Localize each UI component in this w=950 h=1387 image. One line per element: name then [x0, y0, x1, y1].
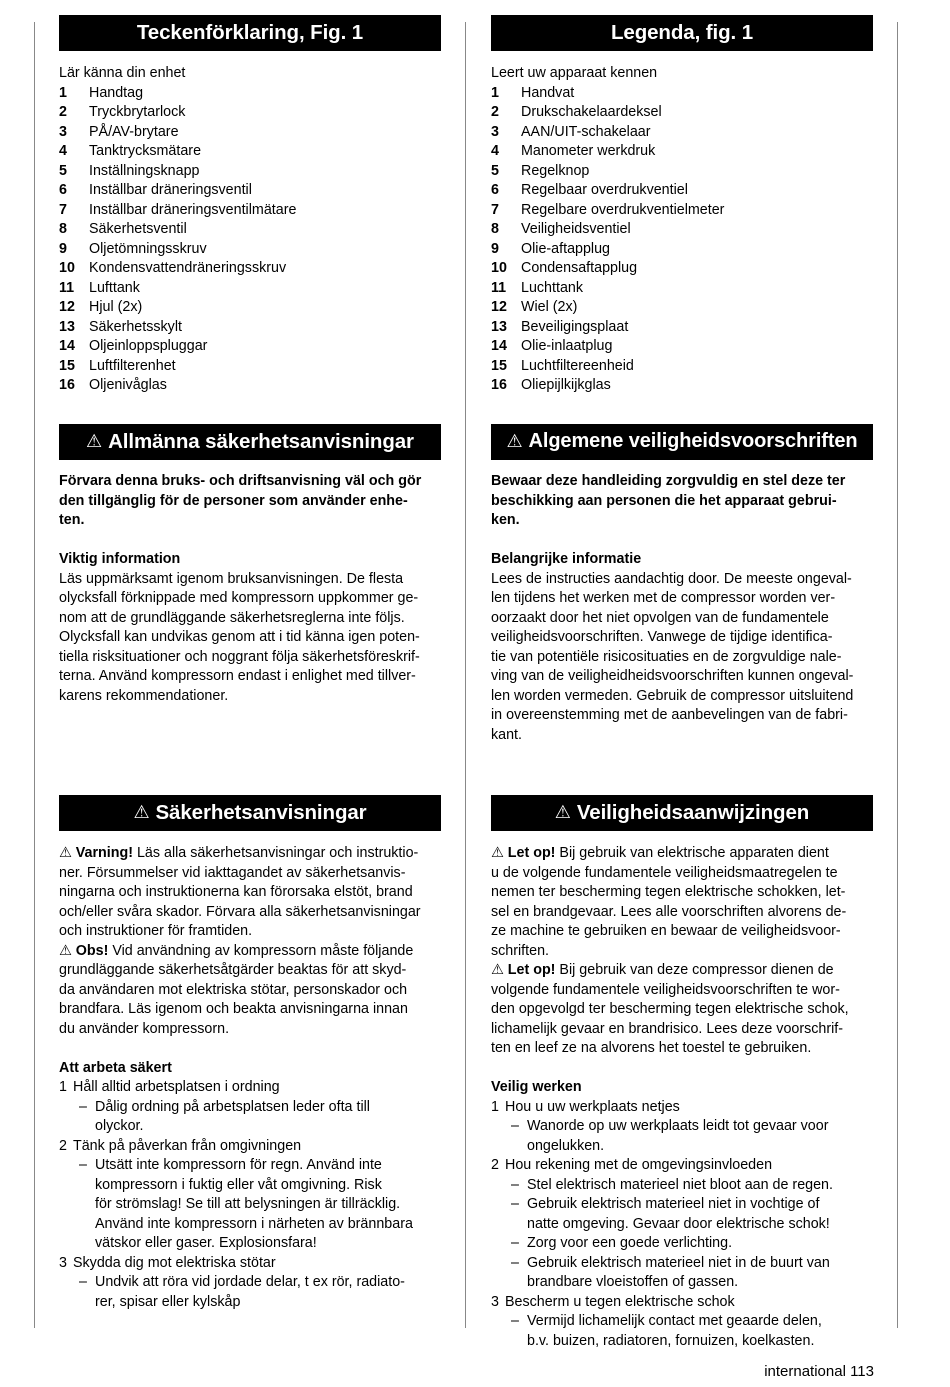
- legend-item: [491, 298, 873, 318]
- right-general-heading: Belangrijke informatie: [491, 551, 642, 567]
- legend-item-number: 2: [59, 104, 67, 120]
- list-item-number: 1: [491, 1098, 499, 1115]
- legend-item-number: 3: [491, 123, 499, 140]
- left-safety-list: [59, 1078, 441, 1312]
- list-item-number: 1: [59, 1079, 67, 1095]
- right-general-lead: [491, 472, 873, 531]
- legend-item-label: Oljetömningsskruv: [89, 240, 207, 257]
- legend-item: [59, 337, 441, 357]
- text-line: och/eller svåra skador. Förvara alla säkerhetsanvisningar: [59, 903, 421, 920]
- legend-item: [491, 103, 873, 123]
- text-line: Utsätt inte kompressorn för regn. Använd inte: [95, 1157, 382, 1173]
- warning-icon: ⚠: [491, 962, 508, 978]
- legend-item: [59, 181, 441, 201]
- dash-icon: –: [79, 1157, 87, 1173]
- text-line: len worden vermeden. Gebruik de compressor uitsluitend: [491, 687, 854, 704]
- right-general-section: [491, 424, 873, 745]
- legend-item: [59, 259, 441, 279]
- legend-item: [491, 318, 873, 338]
- text-line: [59, 942, 441, 962]
- right-safety-heading: Veilig werken: [491, 1079, 582, 1095]
- text-line: u de volgende fundamentele veiligheidsmaatregelen te: [491, 864, 838, 881]
- legend-item: [59, 162, 441, 182]
- legend-item-number: 12: [59, 299, 75, 315]
- center-rule: [465, 22, 466, 1328]
- warning-icon: ⚠: [133, 802, 150, 823]
- right-warning-paragraph-2: [491, 961, 873, 1059]
- lead-line: Bewaar deze handleiding zorgvuldig en stel deze ter: [491, 473, 846, 489]
- left-legend-title: Teckenförklaring, Fig. 1: [59, 15, 441, 51]
- legend-item-label: Säkerhetsventil: [89, 221, 187, 237]
- legend-item-number: 1: [59, 84, 67, 101]
- legend-item-number: 5: [59, 162, 67, 179]
- warning-label: Varning!: [75, 845, 133, 861]
- legend-item-label: Inställningsknapp: [89, 162, 200, 179]
- text-line: Använd inte kompressorn i närheten av brännbara: [95, 1215, 413, 1232]
- legend-item: [59, 298, 441, 318]
- text-line: Dålig ordning på arbetsplatsen leder ofta till: [95, 1098, 370, 1115]
- list-item: [491, 1098, 873, 1118]
- text-line: och instruktioner för framtiden.: [59, 923, 253, 939]
- text-line: Stel elektrisch materieel niet bloot aan de regen.: [527, 1176, 833, 1193]
- legend-item: [491, 357, 873, 377]
- legend-item-label: Oljenivåglas: [89, 377, 167, 393]
- legend-item: [59, 103, 441, 123]
- text-line: kompressorn i fuktig eller våt omgivning. Risk: [95, 1176, 382, 1193]
- text-line: ner. Försummelser vid iakttagandet av säkerhetsanvis-: [59, 864, 406, 881]
- legend-item-number: 3: [59, 123, 67, 140]
- list-subitem-text: [527, 1117, 873, 1156]
- warning-text: Vid användning av kompressorn måste följande: [108, 942, 414, 959]
- list-subitem-text: [527, 1176, 873, 1196]
- legend-item-number: 10: [59, 260, 75, 276]
- left-general-heading: Viktig information: [59, 551, 181, 567]
- text-line: schriften.: [491, 942, 550, 959]
- lead-line: den tillgänglig för de personer som använder enhe-: [59, 492, 408, 509]
- legend-item: [491, 279, 873, 299]
- right-safety-section: [491, 795, 873, 1351]
- text-line: karens rekommendationer.: [59, 687, 229, 704]
- legend-item-label: Oljeinloppspluggar: [89, 338, 208, 354]
- legend-item-number: 7: [59, 201, 67, 218]
- list-subitem: [491, 1234, 873, 1254]
- text-line: Undvik att röra vid jordade delar, t ex rör, radiato-: [95, 1274, 405, 1290]
- legend-item-number: 16: [59, 377, 75, 393]
- legend-item: [59, 318, 441, 338]
- text-line: da användaren mot elektriska stötar, personskador och: [59, 981, 408, 998]
- legend-item-number: 4: [491, 143, 499, 159]
- legend-item-label: Regelbare overdrukventielmeter: [521, 201, 725, 218]
- legend-item: [491, 240, 873, 260]
- text-line: du använder kompressorn.: [59, 1020, 230, 1037]
- legend-item: [491, 201, 873, 221]
- legend-item-number: 12: [491, 299, 507, 315]
- list-item-label: Hou rekening met de omgevingsinvloeden: [505, 1157, 773, 1173]
- legend-item-number: 1: [491, 84, 499, 101]
- text-line: tie van potentiële risicosituaties en de zorgvuldige nale-: [491, 648, 842, 665]
- text-line: Zorg voor een goede verlichting.: [527, 1235, 733, 1251]
- legend-item-label: Handtag: [89, 84, 144, 101]
- legend-item-number: 9: [59, 240, 67, 257]
- warning-text: Läs alla säkerhetsanvisningar och instruktio-: [133, 845, 419, 861]
- list-item: [491, 1293, 873, 1313]
- legend-item: [59, 84, 441, 104]
- warning-icon: ⚠: [491, 845, 508, 861]
- left-general-title: ⚠ Allmänna säkerhetsanvisningar: [59, 424, 441, 460]
- legend-item: [491, 259, 873, 279]
- legend-item-label: Olie-aftapplug: [521, 240, 611, 257]
- text-line: rer, spisar eller kylskåp: [95, 1293, 241, 1310]
- legend-item-number: 14: [491, 338, 507, 354]
- legend-item: [59, 220, 441, 240]
- lead-line: Förvara denna bruks- och driftsanvisning väl och gör: [59, 473, 422, 489]
- left-warning-paragraph-2: [59, 942, 441, 1040]
- left-legend-section: [59, 15, 441, 396]
- legend-item-label: Handvat: [521, 84, 575, 101]
- left-safety-section: [59, 795, 441, 1312]
- list-item-number: 3: [59, 1254, 67, 1271]
- legend-item-label: Luchttank: [521, 279, 583, 296]
- list-subitem-text: [527, 1234, 873, 1254]
- text-line: volgende fundamentele veiligheidsvoorschriften te wor-: [491, 981, 840, 998]
- text-line: tiella risksituationer och noggrant följa säkerhetsföreskrif-: [59, 648, 420, 665]
- legend-item-label: Wiel (2x): [521, 299, 578, 315]
- warning-text: Bij gebruik van deze compressor dienen de: [555, 962, 834, 978]
- legend-item-number: 10: [491, 260, 507, 276]
- legend-item-number: 14: [59, 338, 75, 354]
- legend-item: [59, 142, 441, 162]
- legend-item-number: 13: [59, 318, 75, 335]
- legend-item-label: AAN/UIT-schakelaar: [521, 123, 651, 140]
- legend-item-label: Tryckbrytarlock: [89, 104, 186, 120]
- text-line: Läs uppmärksamt igenom bruksanvisningen. De flesta: [59, 570, 404, 587]
- legend-item-label: Lufttank: [89, 279, 140, 296]
- list-item: [59, 1254, 441, 1274]
- lead-line: ken.: [491, 512, 520, 528]
- right-margin-rule: [897, 22, 898, 1328]
- legend-item-label: Säkerhetsskylt: [89, 318, 182, 335]
- legend-item: [491, 123, 873, 143]
- warning-icon: ⚠: [59, 845, 76, 861]
- text-line: Wanorde op uw werkplaats leidt tot gevaar voor: [527, 1118, 829, 1134]
- dash-icon: –: [511, 1313, 519, 1329]
- legend-item-label: Tanktrycksmätare: [89, 143, 202, 159]
- legend-item-label: Inställbar dräneringsventil: [89, 182, 252, 198]
- legend-item-number: 15: [59, 357, 75, 374]
- list-subitem: [491, 1117, 873, 1156]
- text-line: den opgevolgd ter bescherming tegen elektrische schok,: [491, 1001, 849, 1017]
- legend-item: [59, 201, 441, 221]
- text-line: [59, 844, 441, 864]
- legend-item-label: Oliepijlkijkglas: [521, 377, 611, 393]
- list-subitem-text: [527, 1195, 873, 1234]
- list-subitem: [491, 1254, 873, 1293]
- legend-item-number: 8: [491, 221, 499, 237]
- list-item-number: 2: [59, 1137, 67, 1154]
- legend-item-number: 13: [491, 318, 507, 335]
- list-subitem-text: [95, 1273, 441, 1312]
- legend-item: [491, 162, 873, 182]
- text-line: vätskor eller gaser. Explosionsfara!: [95, 1235, 317, 1251]
- legend-item: [491, 181, 873, 201]
- list-subitem: [491, 1195, 873, 1234]
- left-safety-heading: Att arbeta säkert: [59, 1059, 172, 1076]
- legend-item-label: Drukschakelaardeksel: [521, 104, 662, 120]
- dash-icon: –: [511, 1254, 519, 1271]
- left-margin-rule: [34, 22, 35, 1328]
- legend-item: [491, 142, 873, 162]
- legend-item-number: 7: [491, 201, 499, 218]
- list-item-number: 3: [491, 1293, 499, 1310]
- warning-icon: ⚠: [86, 431, 103, 452]
- legend-item-number: 2: [491, 104, 499, 120]
- list-subitem: [59, 1273, 441, 1312]
- lead-line: ten.: [59, 512, 85, 528]
- right-legend-list: [491, 84, 873, 396]
- text-line: Olycksfall kan undvikas genom att i tid känna igen poten-: [59, 629, 420, 645]
- warning-label: Let op!: [507, 962, 556, 978]
- list-item-label: Tänk på påverkan från omgivningen: [73, 1137, 302, 1154]
- lead-line: beschikking aan personen die het apparaat gebrui-: [491, 492, 837, 509]
- warning-icon: ⚠: [59, 942, 76, 959]
- legend-item: [491, 220, 873, 240]
- legend-item: [491, 376, 873, 396]
- dash-icon: –: [79, 1274, 87, 1290]
- right-legend-intro: Leert uw apparaat kennen: [491, 65, 658, 81]
- list-subitem-text: [527, 1312, 873, 1351]
- dash-icon: –: [511, 1196, 519, 1212]
- text-line: grundläggande säkerhetsåtgärder beaktas för att skyd-: [59, 962, 407, 978]
- list-subitem: [59, 1098, 441, 1137]
- left-warning-paragraph-1: [59, 844, 441, 942]
- legend-item-number: 11: [59, 279, 75, 296]
- legend-item-label: Regelbaar overdrukventiel: [521, 182, 688, 198]
- list-item: [491, 1156, 873, 1176]
- text-line: olycksfall förknippade med kompressorn uppkommer ge-: [59, 590, 419, 606]
- legend-item-number: 9: [491, 240, 499, 257]
- text-line: brandfara. Läs igenom och beakta anvisningarna innan: [59, 1001, 408, 1017]
- left-safety-title: ⚠ Säkerhetsanvisningar: [59, 795, 441, 831]
- legend-item-label: Manometer werkdruk: [521, 143, 656, 159]
- legend-item: [59, 357, 441, 377]
- list-subitem: [59, 1156, 441, 1254]
- list-item-number: 2: [491, 1157, 499, 1173]
- right-general-body: [491, 570, 873, 746]
- warning-icon: ⚠: [506, 431, 523, 452]
- warning-label: Let op!: [507, 845, 556, 861]
- right-safety-list: [491, 1098, 873, 1352]
- legend-item-label: Olie-inlaatplug: [521, 338, 613, 354]
- legend-item-label: Condensaftapplug: [521, 260, 638, 276]
- text-line: oorzaakt door het niet opvolgen van de fundamentele: [491, 609, 829, 626]
- right-general-title: ⚠ Algemene veiligheidsvoorschriften: [491, 424, 873, 460]
- text-line: Gebruik elektrisch materieel niet in vochtige of: [527, 1196, 820, 1212]
- legend-item-number: 6: [491, 182, 499, 198]
- list-item: [59, 1137, 441, 1157]
- left-legend-intro: Lär känna din enhet: [59, 65, 186, 81]
- dash-icon: –: [511, 1118, 519, 1134]
- text-line: kant.: [491, 726, 522, 743]
- legend-item-label: Luchtfiltereenheid: [521, 357, 634, 374]
- legend-item-number: 6: [59, 182, 67, 198]
- right-warning-paragraph-1: [491, 844, 873, 961]
- dash-icon: –: [511, 1235, 519, 1251]
- legend-item-number: 8: [59, 221, 67, 237]
- left-general-body: [59, 570, 441, 707]
- legend-item-label: Kondensvattendräneringsskruv: [89, 260, 287, 276]
- list-subitem: [491, 1312, 873, 1351]
- legend-item-label: Beveiligingsplaat: [521, 318, 629, 335]
- list-subitem-text: [527, 1254, 873, 1293]
- legend-item-number: 5: [491, 162, 499, 179]
- dash-icon: –: [511, 1176, 519, 1193]
- legend-item-label: Inställbar dräneringsventilmätare: [89, 201, 297, 218]
- legend-item-label: Veiligheidsventiel: [521, 221, 631, 237]
- dash-icon: –: [79, 1098, 87, 1115]
- legend-item: [491, 337, 873, 357]
- text-line: sel en brandgevaar. Lees alle voorschriften alvorens de-: [491, 903, 847, 920]
- right-legend-title: Legenda, fig. 1: [491, 15, 873, 51]
- warning-label: Obs!: [75, 942, 109, 959]
- text-line: lichamelijk gevaar en brandrisico. Lees deze voorschrif-: [491, 1020, 844, 1037]
- text-line: b.v. buizen, radiatoren, fornuizen, koelkasten.: [527, 1332, 815, 1349]
- legend-item: [59, 240, 441, 260]
- legend-item-label: PÅ/AV-brytare: [89, 123, 179, 140]
- legend-item-label: Luftfilterenhet: [89, 357, 176, 374]
- list-item-label: Skydda dig mot elektriska stötar: [73, 1254, 276, 1271]
- list-item-label: Håll alltid arbetsplatsen i ordning: [73, 1079, 280, 1095]
- text-line: terna. Använd kompressorn endast i enlighet med tillver-: [59, 668, 416, 684]
- text-line: veiligheidsvoorschriften. Vanwege de tijdige identifica-: [491, 629, 833, 645]
- list-item: [59, 1078, 441, 1098]
- legend-item-number: 15: [491, 357, 507, 374]
- legend-item-number: 4: [59, 143, 67, 159]
- legend-item-number: 11: [491, 279, 507, 296]
- text-line: nemen ter bescherming tegen elektrische schokken, let-: [491, 884, 846, 900]
- text-line: för strömslag! Se till att belysningen är tillräcklig.: [95, 1196, 401, 1212]
- legend-item-label: Regelknop: [521, 162, 590, 179]
- text-line: ving van de veiligheidheidsvoorschriften kunnen ongeval-: [491, 668, 854, 684]
- list-item-label: Hou u uw werkplaats netjes: [505, 1098, 680, 1115]
- text-line: Gebruik elektrisch materieel niet in de buurt van: [527, 1254, 830, 1271]
- text-line: in overeenstemming met de aanbevelingen van de fabri-: [491, 707, 848, 723]
- list-subitem-text: [95, 1098, 441, 1137]
- text-line: brandbare vloeistoffen of gassen.: [527, 1274, 739, 1290]
- left-legend-list: [59, 84, 441, 396]
- text-line: natte omgeving. Gevaar door elektrische schok!: [527, 1215, 830, 1232]
- warning-text: Bij gebruik van elektrische apparaten dient: [555, 845, 829, 861]
- page-footer: international 113: [764, 1363, 874, 1380]
- list-subitem: [491, 1176, 873, 1196]
- text-line: ze machine te gebruiken en bewaar de veiligheidsvoor-: [491, 923, 841, 939]
- text-line: len tijdens het werken met de compressor worden ver-: [491, 590, 836, 606]
- legend-item-label: Hjul (2x): [89, 299, 143, 315]
- text-line: [491, 844, 873, 864]
- left-general-section: [59, 424, 441, 706]
- legend-item: [59, 376, 441, 396]
- right-safety-title: ⚠ Veiligheidsaanwijzingen: [491, 795, 873, 831]
- text-line: ongelukken.: [527, 1137, 605, 1154]
- text-line: nom att de grundläggande säkerhetsreglerna inte följs.: [59, 609, 405, 626]
- text-line: ningarna och instruktionerna kan förorsaka elstöt, brand: [59, 884, 413, 900]
- legend-item: [491, 84, 873, 104]
- legend-item: [59, 123, 441, 143]
- list-item-label: Bescherm u tegen elektrische schok: [505, 1293, 735, 1310]
- text-line: Lees de instructies aandachtig door. De meeste ongeval-: [491, 570, 852, 587]
- warning-icon: ⚠: [554, 802, 571, 823]
- list-subitem-text: [95, 1156, 441, 1254]
- legend-item: [59, 279, 441, 299]
- text-line: Vermijd lichamelijk contact met geaarde delen,: [527, 1313, 822, 1329]
- text-line: olyckor.: [95, 1118, 144, 1134]
- text-line: [491, 961, 873, 981]
- right-legend-section: [491, 15, 873, 396]
- left-general-lead: [59, 472, 441, 531]
- text-line: ten en leef ze na alvorens het toestel te gebruiken.: [491, 1040, 812, 1056]
- legend-item-number: 16: [491, 377, 507, 393]
